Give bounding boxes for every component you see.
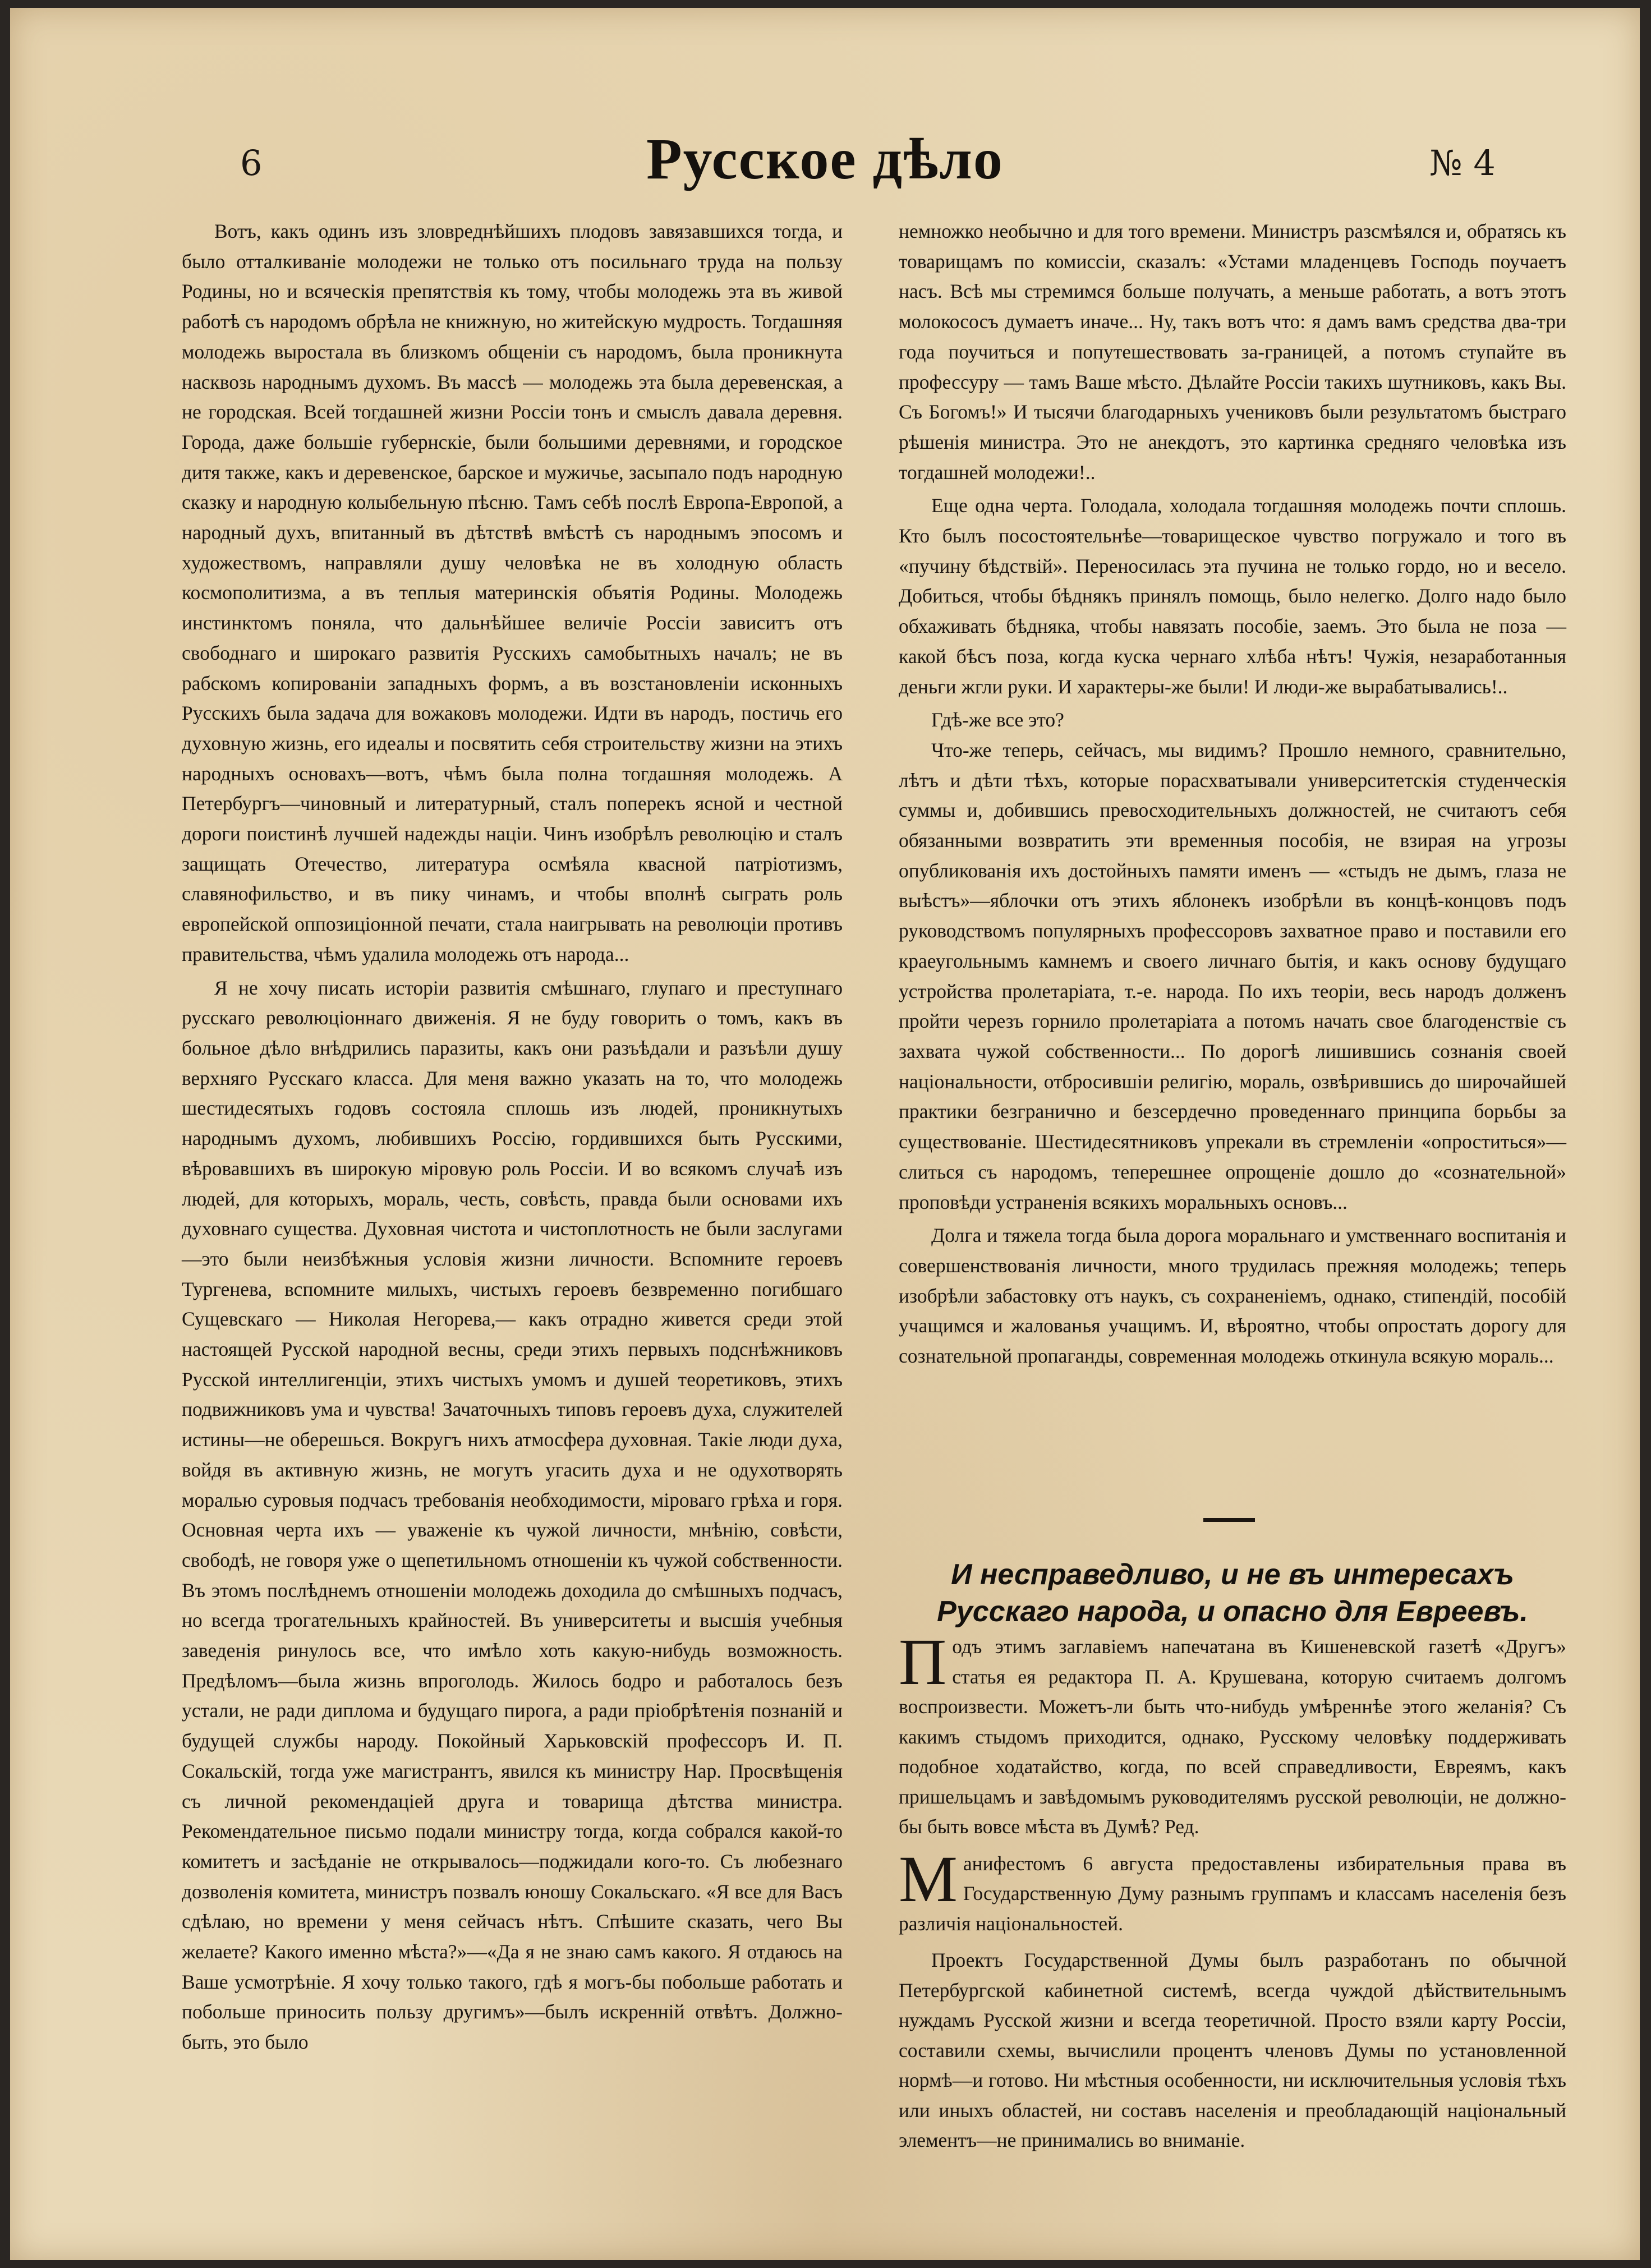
right-paragraph-3: Гдѣ-же все это? <box>931 709 1064 732</box>
masthead-title: Русское дѣло <box>646 127 1004 191</box>
page-number: 6 <box>240 142 263 183</box>
article-paragraph-1 <box>899 1842 1566 1939</box>
issue-number: № 4 <box>1429 142 1496 183</box>
left-column <box>182 217 843 2058</box>
section-divider <box>1203 1518 1255 1522</box>
page-header <box>10 126 1640 210</box>
drop-cap-intro: П <box>899 1625 947 1699</box>
right-paragraph-2: Еще одна черта. Голодала, холодала тогдашняя молодежь почти сплошь. Кто былъ посостоятельнѣе—товарищеское чувство погружало и того въ «пучину бѣдствій». Переносилась эта пучина не только гордо, но и весело. Добиться, чтобы бѣднякъ принялъ помощь, было нелегко. Долго надо было обхаживать бѣдняка, чтобы навязать пособіе, заемъ. Это была не поза — какой бѣсъ поза, когда куска чернаго хлѣба нѣтъ! Чужія, незаработанныя деньги жгли руки. И характеры-же были! И люди-же вырабатывались!.. <box>899 494 1566 698</box>
article-paragraph-2: Проектъ Государственной Думы былъ разработанъ по обычной Петербургской кабинетной системѣ, всегда чуждой дѣйствительнымъ нуждамъ Русской жизни и всегда теоретичной. Просто взяли карту Россіи, составили схемы, вычислили процентъ членовъ Думы по установленной нормѣ—и готово. Ни мѣстныя особенности, ни исключительныя условія тѣхъ или иныхъ областей, ни составъ населенія и преобладающій національный элементъ—не принимались во вниманіе. <box>899 1949 1566 2151</box>
article-intro-text: одъ этимъ заглавіемъ напечатана въ Кишеневской газетѣ «Другъ» статья ея редактора П. А. Крушевана, которую считаемъ долгомъ воспроизвести. Можетъ-ли быть что-нибудь умѣреннѣе этого желанія? Съ какимъ стыдомъ приходится, однако, Русскому человѣку поддерживать подобное ходатайство, когда, по всей справедливости, Евреямъ, какъ пришельцамъ и завѣдомымъ руководителямъ русской революціи, не должно-бы быть вовсе мѣста въ Думѣ? Ред. <box>899 1635 1566 1838</box>
left-paragraph-1: Вотъ, какъ одинъ изъ зловреднѣйшихъ плодовъ завязавшихся тогда, и было отталкиваніе молодежи не только отъ посильнаго труда на пользу Родины, но и всяческія препятствія къ тому, чтобы молодежь эта въ живой работѣ съ народомъ обрѣла не книжную, но житейскую мудрость. Тогдашняя молодежь выростала въ близкомъ общеніи съ народомъ, была проникнута насквозь народнымъ духомъ. Въ массѣ — молодежь эта была деревенская, а не городская. Всей тогдашней жизни Россіи тонъ и смыслъ давала деревня. Города, даже большіе губернскіе, были большими деревнями, и городское дитя также, какъ и деревенское, барское и мужичье, засыпало подъ народную сказку и народную колыбельную пѣсню. Тамъ себѣ послѣ Европа-Европой, а народный духъ, впитанный въ дѣтствѣ вмѣстѣ съ народнымъ эпосомъ и художествомъ, направляли душу человѣка не въ холодную область космополитизма, а въ теплыя материнскія объятія Родины. Молодежь инстинктомъ поняла, что дальнѣйшее величіе Россіи зависитъ отъ свободнаго и широкаго развитія Русскихъ самобытныхъ началъ; не въ рабскомъ копированіи западныхъ формъ, а въ возстановленіи исконныхъ Русскихъ была задача для вожаковъ молодежи. Идти въ народъ, постичь его духовную жизнь, его идеалы и посвятить себя строительству жизни на этихъ народныхъ основахъ—вотъ, чѣмъ была полна тогдашняя молодежь. А Петербургъ—чиновный и литературный, сталъ поперекъ ясной и честной дороги поистинѣ лучшей надежды націи. Чинъ изобрѣлъ революцію и сталъ защищать Отечество, литература осмѣяла квасной патріотизмъ, славянофильство, и въ пику чинамъ, и чтобы вполнѣ сыграть роль европейской оппозиціонной печати, стала наигрывать на революціи противъ правительства, чѣмъ удалила молодежь отъ народа... <box>182 220 843 965</box>
right-paragraph-5: Долга и тяжела тогда была дорога моральнаго и умственнаго воспитанія и совершенствованія личности, много трудилась прежняя молодежь; теперь изобрѣли забастовку отъ наукъ, съ сохраненіемъ, однако, стипендій, пособій учащимся и жалованья учащимъ. И, вѣроятно, чтобы опростать дорогу для сознательной пропаганды, современная молодежь откинула всякую мораль... <box>899 1224 1566 1368</box>
article-intro <box>899 1625 1566 1842</box>
drop-cap-paragraph: М <box>899 1842 958 1916</box>
newspaper-page <box>10 8 1640 2260</box>
right-paragraph-4: Что-же теперь, сейчасъ, мы видимъ? Прошло немного, сравнительно, лѣтъ и дѣти тѣхъ, которые порасхватывали университетскія студенческія суммы и, добившись превосходительныхъ должностей, не считаютъ себя обязанными возвратить эти временныя пособія, не взирая на угрозы опубликованія ихъ достойныхъ памяти именъ — «стыдъ не дымъ, глаза не выѣстъ»—яблочки отъ этихъ яблонекъ изобрѣли въ концѣ-концовъ подъ руководствомъ популярныхъ профессоровъ захватное право и поставили его краеугольнымъ камнемъ и своего личнаго бытія, и какъ основу будущаго устройства пролетаріата, т.-е. народа. По ихъ теоріи, весь народъ долженъ пройти черезъ горнило пролетаріата а потомъ начать свое благоденствіе съ захвата чужой собственности... По дорогѣ лишившись сознанія своей національности, отбросившіи религію, мораль, озвѣрившись до широчайшей практики безграничнo и безсердечно проведеннаго принципа борьбы за существованіе. Шестидесятниковъ упрекали въ стремленіи «опроститься»—слиться съ народомъ, теперешнее опрощеніе дошло до «сознательной» проповѣди устраненія всякихъ моральныхъ основъ... <box>899 738 1566 1213</box>
right-paragraph-1: немножко необычно и для того времени. Министръ разсмѣялся и, обратясь къ товарищамъ по комиссіи, сказалъ: «Устами младенцевъ Господь поучаетъ насъ. Всѣ мы стремимся больше получать, а меньше работать, а вотъ этотъ молокососъ думаетъ иначе... Ну, такъ вотъ что: я дамъ вамъ средства два-три года поучиться и попутешествовать за-границей, а потомъ ступайте въ профессуру — тамъ Ваше мѣсто. Дѣлайте Россіи такихъ шутниковъ, какъ Вы. Съ Богомъ!» И тысячи благодарныхъ учениковъ были результатомъ быстраго рѣшенія министра. Это не анекдотъ, это картинка средняго человѣка изъ тогдашней молодежи!.. <box>899 220 1566 484</box>
left-paragraph-2: Я не хочу писать исторіи развитія смѣшнаго, глупаго и преступнаго русскаго революціоннаго движенія. Я не буду говорить о томъ, какъ въ больное дѣло внѣдрились паразиты, какъ они разъѣдали и разъѣли душу верхняго Русскаго класса. Для меня важно указать на то, что молодежь шестидесятыхъ годовъ состояла сплошь изъ людей, проникнутыхъ народнымъ духомъ, любившихъ Россію, гордившихся быть Русскими, вѣровавшихъ въ широкую міровую роль Россіи. И во всякомъ случаѣ изъ людей, для которыхъ, мораль, честь, совѣсть, правда были основами ихъ духовнаго существа. Духовная чистота и чистоплотность не были заслугами—это были неизбѣжныя условія жизни личности. Вспомните героевъ Тургенева, вспомните милыхъ, чистыхъ героевъ безвременно погибшаго Сущевскаго — Николая Негорева,— какъ отрадно живется среди этой настоящей Русской народной весны, среди этихъ первыхъ подснѣжниковъ Русской интеллигенціи, этихъ чистыхъ умомъ и душей теоретиковъ, этихъ подвижниковъ ума и чувства! Зачаточныхъ типовъ героевъ духа, служителей истины—не оберешься. Вокругъ нихъ атмосфера духовная. Такіе люди духа, войдя въ активную жизнь, не могутъ угасить духа и не одухотворять моралью суровыя подчасъ требованія необходимости, міроваго грѣха и горя. Основная черта ихъ — уваженіе къ чужой личности, мнѣнію, совѣсти, свободѣ, не говоря уже о щепетильномъ отношеніи къ чужой собственности. Въ этомъ послѣднемъ отношеніи молодежь доходила до смѣшныхъ подчасъ, но всегда трогательныхъ крайностей. Въ университеты и высшія учебныя заведенія ринулось все, что имѣло хоть какую-нибудь возможность. Предѣломъ—была жизнь впроголодь. Жилось бодро и работалось безъ устали, не ради диплома и будущаго пирога, а ради пріобрѣтенія познаній и будущей службы народу. Покойный Харьковскій профессоръ И. П. Сокальскій, тогда уже магистрантъ, явился къ министру Нар. Просвѣщенія съ личной рекомендаціей друга и товарища дѣтства министра. Рекомендательное письмо подали министру тогда, когда собрался какой-то комитетъ и засѣданіе не открывалось—поджидали кого-то. Съ любезнаго дозволенія комитета, министръ позвалъ юношу Сокальскаго. «Я все для Васъ сдѣлаю, но времени у меня сейчасъ нѣтъ. Спѣшите сказать, чего Вы желаете? Какого именно мѣста?»—«Да я не знаю самъ какого. Я отдаюсь на Ваше усмотрѣніе. Я хочу только такого, гдѣ я могъ-бы побольше работать и побольше приносить пользу другимъ»—былъ искренній отвѣтъ. Должно-быть, это было <box>182 976 843 2054</box>
article-paragraph-1-text: анифестомъ 6 августа предоставлены избирательныя права въ Государственную Думу разнымъ группамъ и классамъ населенія безъ различія національностей. <box>899 1852 1566 1935</box>
right-column <box>899 217 1566 1372</box>
article-headline: И несправедливо, и не въ интересахъ Русскаго народа, и опасно для Евреевъ. <box>937 1558 1528 1628</box>
article-body <box>899 1625 1566 2163</box>
